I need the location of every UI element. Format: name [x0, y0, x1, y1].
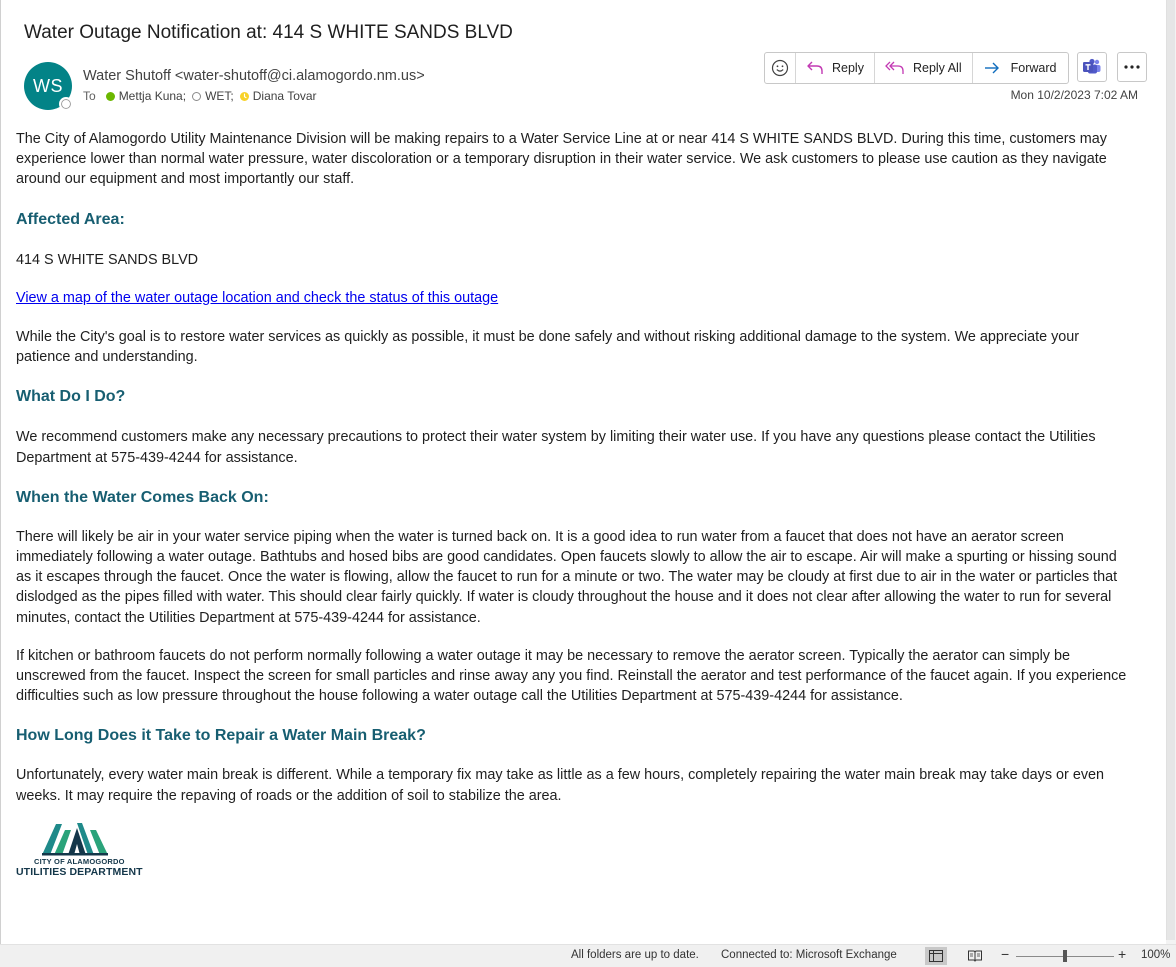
recipient[interactable] — [106, 89, 186, 103]
action-button-group — [764, 52, 1069, 84]
goal-paragraph: While the City's goal is to restore water services as quickly as possible, it must be done safely and without risking additional damage to the system. We appreciate your patience and understanding. — [16, 329, 1080, 366]
message-toolbar — [764, 52, 1147, 84]
presence-available-icon — [106, 92, 115, 101]
reply-all-icon — [885, 60, 905, 76]
affected-area-heading: Affected Area: — [16, 210, 125, 228]
more-icon — [1124, 65, 1140, 69]
forward-label: Forward — [1010, 61, 1057, 75]
teams-button[interactable] — [1077, 52, 1107, 82]
sender-name[interactable]: Water Shutoff <water-shutoff@ci.alamogordo.nm.us> — [83, 68, 425, 84]
logo-department-text: UTILITIES DEPARTMENT — [16, 866, 143, 878]
logo-mark-icon — [42, 822, 112, 856]
logo-city-text: CITY OF ALAMOGORDO — [34, 857, 125, 866]
vertical-scrollbar[interactable] — [1166, 0, 1176, 944]
outage-map-link[interactable]: View a map of the water outage location and check the status of this outage — [16, 289, 499, 306]
reply-button[interactable] — [796, 53, 875, 83]
reply-icon — [806, 60, 824, 76]
what-do-i-do-paragraph: We recommend customers make any necessary precautions to protect their water system by limiting their water use. If you have any questions please contact the Utilities Department at 575-439-4244 for assistance. — [16, 429, 1096, 466]
reply-all-label: Reply All — [912, 61, 962, 75]
connection-status: Connected to: Microsoft Exchange — [721, 949, 897, 961]
smiley-icon — [771, 59, 789, 77]
presence-offline-icon — [59, 97, 73, 111]
zoom-level[interactable]: 100% — [1141, 949, 1171, 961]
normal-view-icon — [929, 950, 943, 962]
affected-address: 414 S WHITE SANDS BLVD — [16, 251, 199, 268]
reply-all-button[interactable] — [875, 53, 973, 83]
email-subject: Water Outage Notification at: 414 S WHITE SANDS BLVD — [24, 22, 513, 43]
window-left-edge — [0, 0, 1, 944]
forward-icon — [983, 61, 1001, 75]
scrollbar-thumb[interactable] — [1166, 0, 1175, 940]
sync-status: All folders are up to date. — [571, 949, 699, 961]
reading-view-icon — [968, 950, 982, 962]
reply-label: Reply — [832, 61, 864, 75]
to-label: To — [83, 89, 96, 103]
reading-view-button[interactable] — [964, 947, 986, 965]
what-do-i-do-heading: What Do I Do? — [16, 388, 126, 406]
status-bar — [0, 944, 1176, 967]
normal-view-button[interactable] — [925, 947, 947, 965]
received-date: Mon 10/2/2023 7:02 AM — [1010, 88, 1138, 102]
utilities-logo — [16, 822, 143, 880]
email-body — [16, 129, 1134, 806]
forward-button[interactable] — [973, 53, 1069, 83]
repair-heading: How Long Does it Take to Repair a Water Main Break? — [16, 727, 426, 745]
more-actions-button[interactable] — [1117, 52, 1147, 82]
react-button[interactable] — [765, 53, 796, 83]
zoom-in-button[interactable]: + — [1118, 946, 1127, 962]
intro-paragraph: The City of Alamogordo Utility Maintenance Division will be making repairs to a Water Service Line at or near 414 S WHITE SANDS BLVD. During this time, customers may experience lower than normal water pressure, water discoloration or a temporary disruption in their water service. We ask customers to please use caution as they navigate around our equipment and most importantly our staff. — [16, 131, 1107, 188]
zoom-slider-thumb[interactable] — [1063, 950, 1067, 962]
teams-icon — [1082, 58, 1102, 76]
presence-offline-icon — [192, 92, 201, 101]
water-back-on-paragraph-2: If kitchen or bathroom faucets do not perform normally following a water outage it may be necessary to remove the aerator screen. Typically the aerator can simply be unscrewed from the faucet. Inspect the screen for small particles and rinse away any you find. Reinstall the aerator and test performance of the faucet again. If you experience difficulties such as low pressure throughout the house following a water outage call the Utilities Department at 575-439-4244 for assistance. — [16, 647, 1127, 705]
presence-away-icon — [240, 92, 249, 101]
repair-paragraph: Unfortunately, every water main break is different. While a temporary fix may take as little as a few hours, completely repairing the water main break may take days or even weeks. It may require the repaving of roads or the addition of soil to stabilize the area. — [16, 767, 1105, 804]
recipient-name: Diana Tovar — [252, 89, 317, 103]
recipient-name: Mettja Kuna; — [118, 89, 187, 103]
recipient[interactable] — [192, 89, 234, 103]
zoom-out-button[interactable]: − — [1001, 946, 1010, 962]
sender-avatar[interactable]: WS — [24, 62, 72, 110]
recipient[interactable] — [240, 89, 317, 103]
water-back-on-paragraph-1: There will likely be air in your water service piping when the water is turned back on. It is a good idea to run water from a faucet that does not have an aerator screen immediately following a water outage. Bathtubs and hosed bibs are good candidates. Open faucets slowly to allow the air to escape. Air will make a spurting or hissing sound as it escapes through the faucet. Once the water is flowing, allow the faucet to run for a minute or two. The water may be cloudy at first due to air in the water or particles that dislodged as the pipes filled with water. This should clear fairly quickly. If water is cloudy throughout the house and it does not clear after allowing the water to run for several minutes, contact the Utilities Department at 575-439-4244 for assistance. — [16, 528, 1118, 626]
recipients-line — [83, 89, 323, 103]
recipient-name: WET; — [205, 89, 234, 103]
water-back-on-heading: When the Water Comes Back On: — [16, 488, 269, 506]
